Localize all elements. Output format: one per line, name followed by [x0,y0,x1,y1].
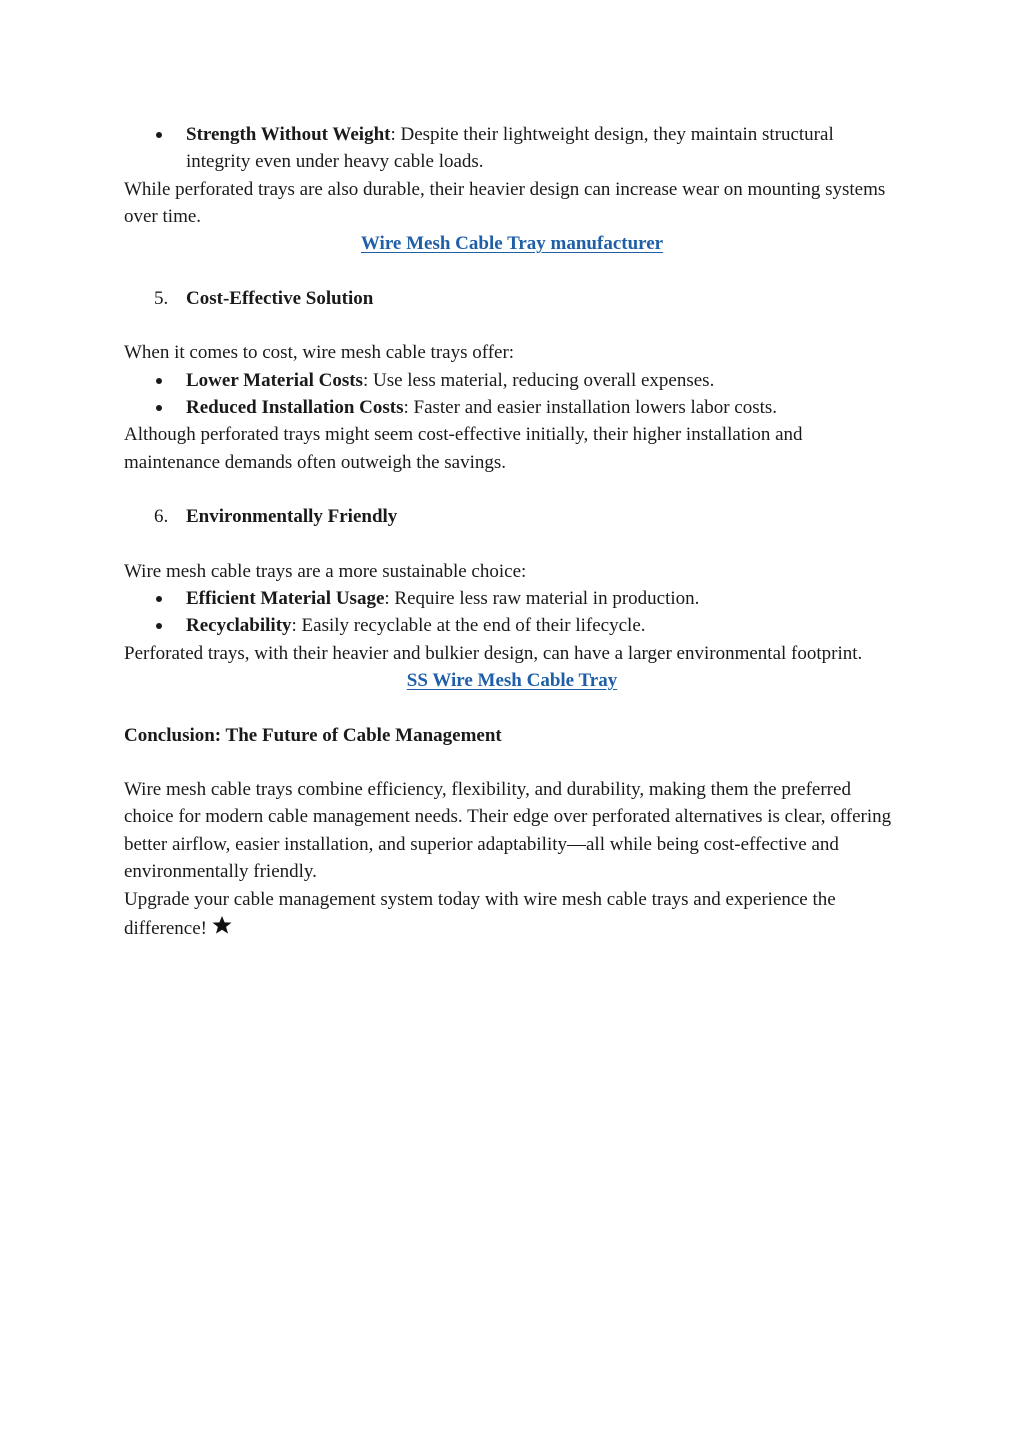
list-item [124,367,900,394]
bullet-icon [156,378,162,384]
list-item [124,612,900,639]
section6-bullets [124,585,900,640]
bullet-icon [156,405,162,411]
section-number: 6. [154,506,169,528]
bullet-icon [156,596,162,602]
bullet-title: Reduced Installation Costs [186,396,404,418]
section6-heading [124,503,900,530]
link-line [124,667,900,694]
section4-bullets [124,121,900,176]
section-title: Environmentally Friendly [186,506,398,528]
section5-intro: When it comes to cost, wire mesh cable trays offer: [124,342,515,364]
conclusion-paragraph: Wire mesh cable trays combine efficiency, flexibility, and durability, making them the preferred choice for modern cable management needs. Their edge over perforated alternatives is clear, offering better airflow, easier installation, and superior adaptability—all while being cost-effective and environmentally friendly. [124,779,892,883]
bullet-text: : Easily recyclable at the end of their lifecycle. [291,615,646,637]
section-title: Cost-Effective Solution [186,287,374,309]
conclusion-cta [124,885,900,946]
document-page [124,121,900,946]
link-line [124,230,900,257]
section6-paragraph: Perforated trays, with their heavier and bulkier design, can have a larger environmental footprint. [124,642,863,664]
section4-paragraph: While perforated trays are also durable, their heavier design can increase wear on mounting systems over time. [124,178,886,227]
bullet-title: Efficient Material Usage [186,588,385,610]
bullet-text: : Despite their lightweight design, they maintain structural integrity even under heavy cable loads. [186,124,834,173]
ss-tray-link[interactable]: SS Wire Mesh Cable Tray [406,669,618,691]
manufacturer-link[interactable]: Wire Mesh Cable Tray manufacturer [360,233,664,255]
list-item [124,585,900,612]
list-item [124,121,900,176]
star-icon [211,915,233,946]
conclusion-title: Conclusion: The Future of Cable Management [124,724,502,746]
section-number: 5. [154,287,169,309]
bullet-text: : Use less material, reducing overall expenses. [362,369,715,391]
section5-heading [124,285,900,312]
bullet-icon [156,623,162,629]
section5-paragraph: Although perforated trays might seem cost-effective initially, their higher installation and maintenance demands often outweigh the savings. [124,424,803,473]
bullet-text: : Faster and easier installation lowers labor costs. [403,396,778,418]
bullet-title: Recyclability [186,615,292,637]
bullet-title: Lower Material Costs [186,369,363,391]
bullet-icon [156,132,162,138]
list-item [124,394,900,421]
bullet-title: Strength Without Weight [186,124,391,145]
section5-bullets [124,367,900,422]
cta-text: Upgrade your cable management system today with wire mesh cable trays and experience the difference! [124,889,836,940]
bullet-text: : Require less raw material in production. [384,588,700,610]
section6-intro: Wire mesh cable trays are a more sustainable choice: [124,560,527,582]
